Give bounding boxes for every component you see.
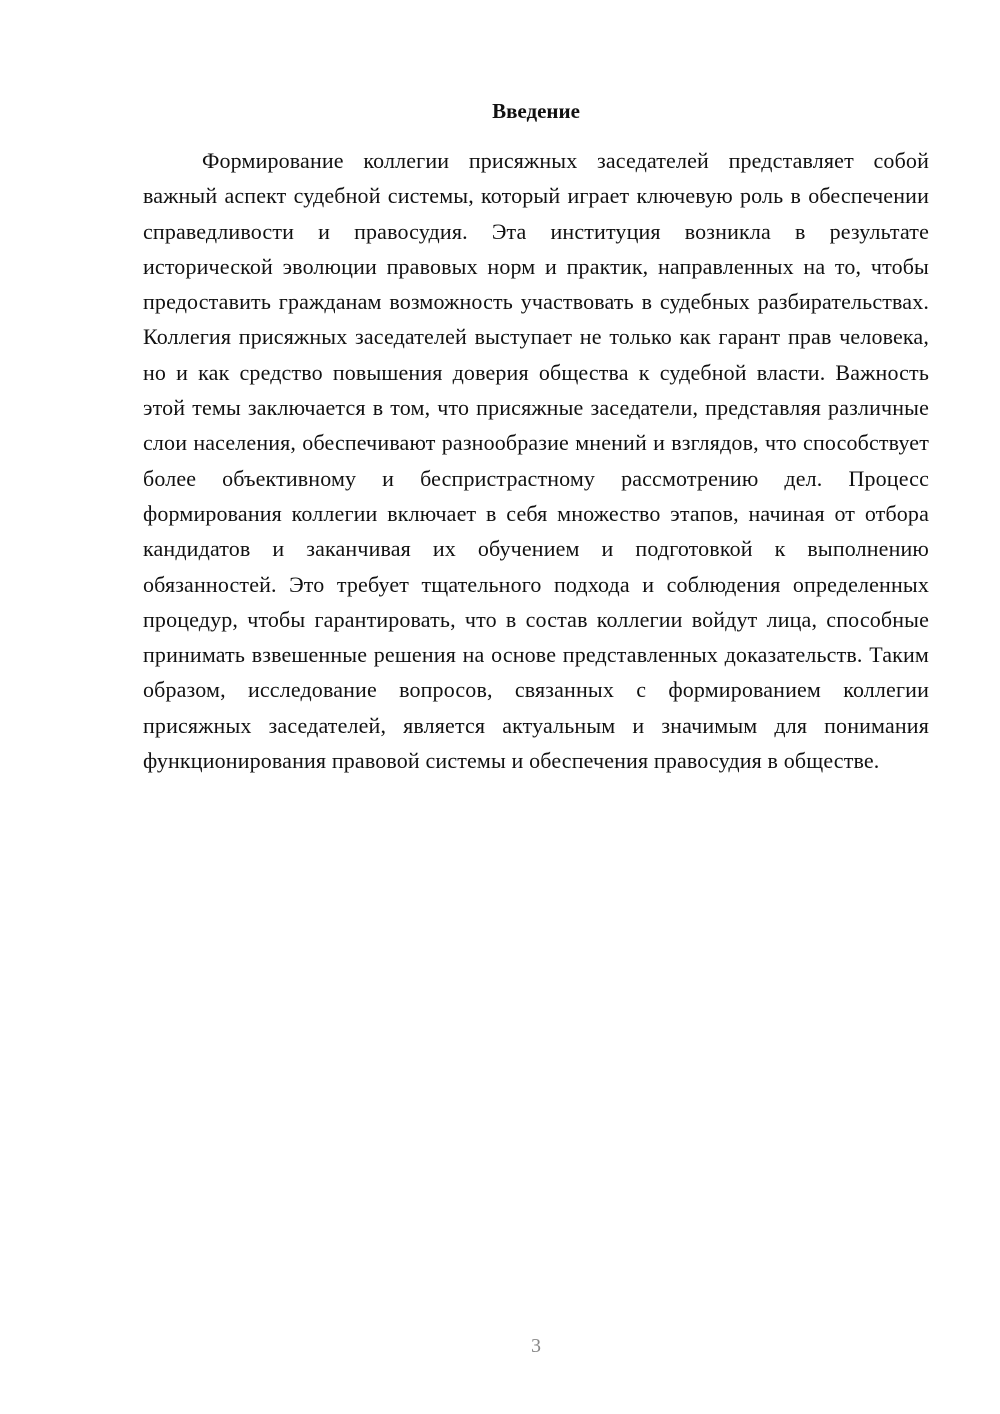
page-number: 3 xyxy=(531,1335,541,1357)
body-paragraph: Формирование коллегии присяжных заседателей представляет собой важный аспект судебной системы, который играет ключевую роль в обеспечении справедливости и правосудия. Эта институция возникла в результате исторической эволюции правовых норм и практик, направленных на то, чтобы предоставить гражданам возможность участвовать в судебных разбирательствах. Коллегия присяжных заседателей выступает не только как гарант прав человека, но и как средство повышения доверия общества к судебной власти. Важность этой темы заключается в том, что присяжные заседатели, представляя различные слои населения, обеспечивают разнообразие мнений и взглядов, что способствует более объективному и беспристрастному рассмотрению дел. Процесс формирования коллегии включает в себя множество этапов, начиная от отбора кандидатов и заканчивая их обучением и подготовкой к выполнению обязанностей. Это требует тщательного подхода и соблюдения определенных процедур, чтобы гарантировать, что в состав коллегии войдут лица, способные принимать взвешенные решения на основе представленных доказательств. Таким образом, исследование вопросов, связанных с формированием коллегии присяжных заседателей, является актуальным и значимым для понимания функционирования правовой системы и обеспечения правосудия в обществе. xyxy=(143,148,929,774)
section-heading: Введение xyxy=(492,99,580,123)
